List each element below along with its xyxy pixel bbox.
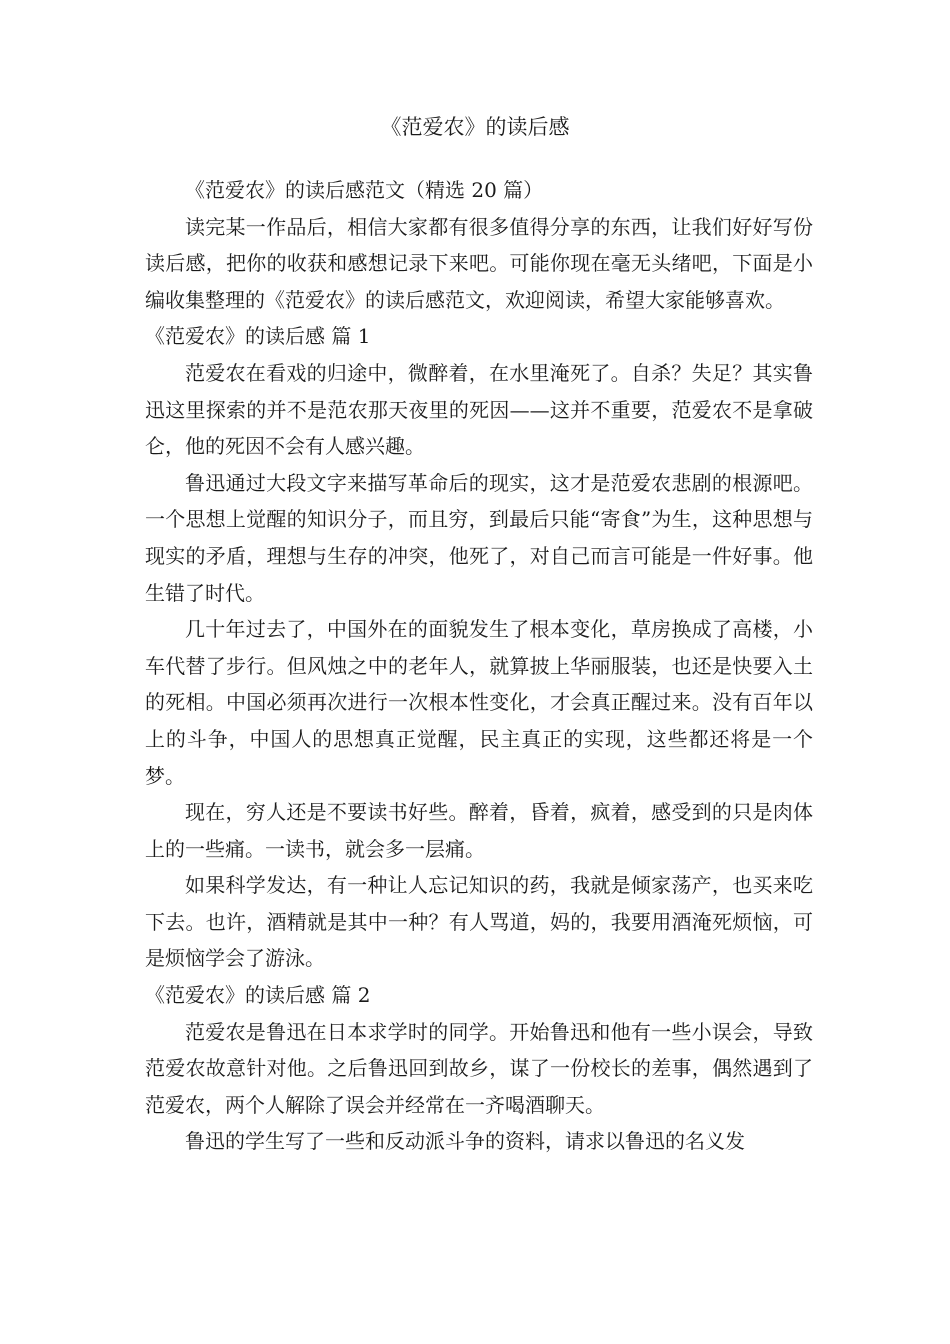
section-1-paragraph-1: 范爱农在看戏的归途中，微醉着，在水里淹死了。自杀？失足？其实鲁迅这里探索的并不是范农那天夜里的死因——这并不重要，范爱农不是拿破仑，他的死因不会有人感兴趣。 — [145, 360, 813, 459]
intro-paragraph: 读完某一作品后，相信大家都有很多值得分享的东西，让我们好好写份读后感，把你的收获和感想记录下来吧。可能你现在毫无头绪吧，下面是小编收集整理的《范爱农》的读后感范文，欢迎阅读，希望大家能够喜欢。 — [145, 214, 813, 312]
section-1-paragraph-3: 几十年过去了，中国外在的面貌发生了根本变化，草房换成了高楼，小车代替了步行。但风烛之中的老年人，就算披上华丽服装，也还是快要入土的死相。中国必须再次进行一次根本性变化，才会真正醒过来。没有百年以上的斗争，中国人的思想真正觉醒，民主真正的实现，这些都还将是一个梦。 — [145, 617, 813, 788]
section-heading-2: 《范爱农》的读后感 篇 2 — [145, 983, 371, 1008]
section-2-paragraph-1: 范爱农是鲁迅在日本求学时的同学。开始鲁迅和他有一些小误会，导致范爱农故意针对他。之后鲁迅回到故乡，谋了一份校长的差事，偶然遇到了范爱农，两个人解除了误会并经常在一齐喝酒聊天。 — [145, 1019, 813, 1117]
section-1-paragraph-4: 现在，穷人还是不要读书好些。醉着，昏着，疯着，感受到的只是肉体上的一些痛。一读书，就会多一层痛。 — [145, 800, 813, 861]
section-1-paragraph-2: 鲁迅通过大段文字来描写革命后的现实，这才是范爱农悲剧的根源吧。一个思想上觉醒的知识分子，而且穷，到最后只能“寄食”为生，这种思想与现实的矛盾，理想与生存的冲突，他死了，对自己而言可能是一件好事。他生错了时代。 — [145, 470, 813, 605]
document-subtitle: 《范爱农》的读后感范文（精选 20 篇） — [185, 178, 544, 202]
document-title: 《范爱农》的读后感 — [380, 115, 570, 139]
section-heading-1: 《范爱农》的读后感 篇 1 — [145, 324, 371, 349]
section-1-paragraph-5: 如果科学发达，有一种让人忘记知识的药，我就是倾家荡产，也买来吃下去。也许，酒精就是其中一种？有人骂道，妈的，我要用酒淹死烦恼，可是烦恼学会了游泳。 — [145, 873, 813, 971]
document-body — [145, 172, 813, 1160]
section-2-paragraph-2: 鲁迅的学生写了一些和反动派斗争的资料，请求以鲁迅的名义发 — [185, 1129, 745, 1154]
